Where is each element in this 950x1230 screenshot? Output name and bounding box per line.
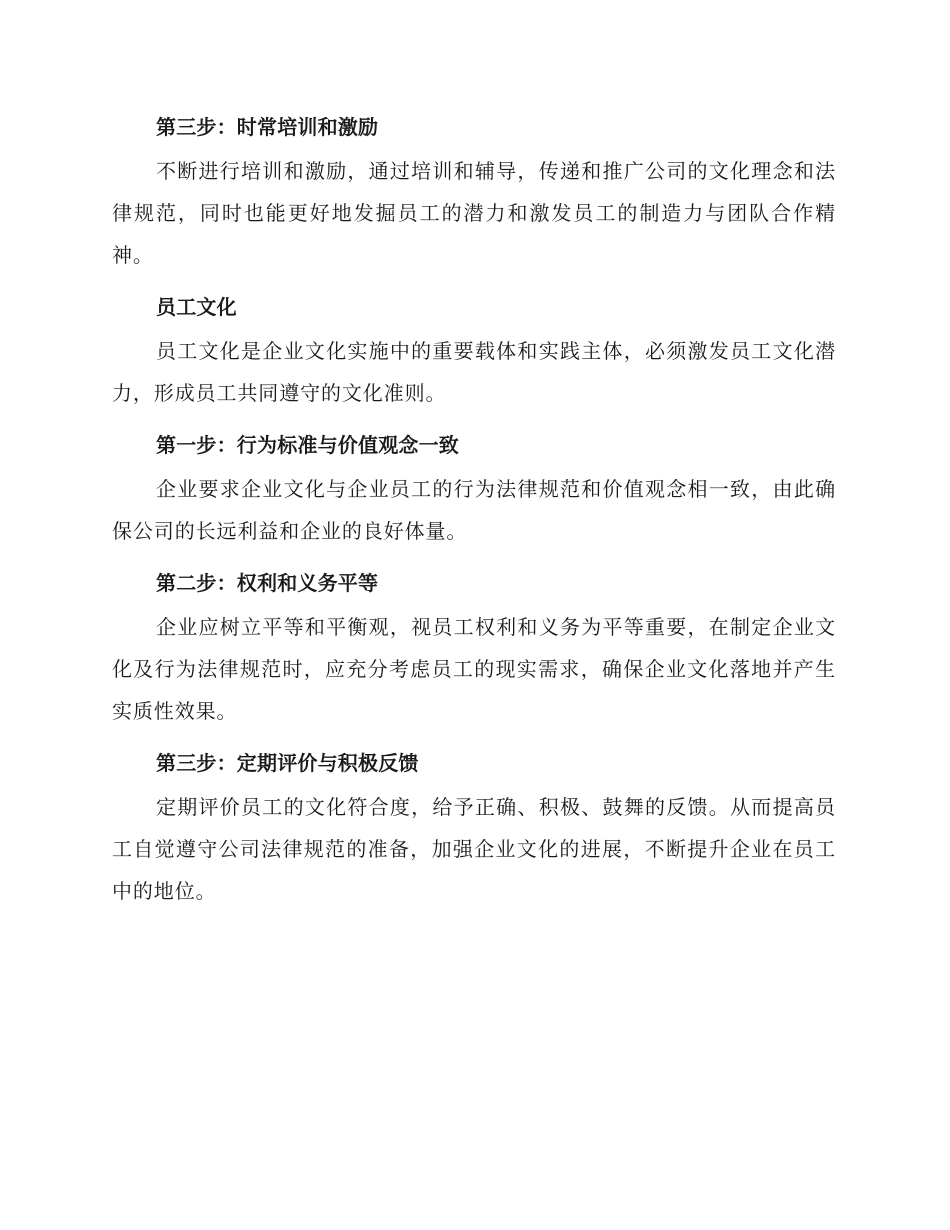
section-heading-rights-duties: 第二步：权利和义务平等 [156, 571, 379, 595]
section-paragraph-employee-culture: 员工文化是企业文化实施中的重要载体和实践主体，必须激发员工文化潜力，形成员工共同遵守的文化准则。 [112, 339, 836, 405]
section-paragraph-evaluation-feedback: 定期评价员工的文化符合度，给予正确、积极、鼓舞的反馈。从而提高员工自觉遵守公司法律规范的准备，加强企业文化的进展，不断提升企业在员工中的地位。 [112, 795, 836, 903]
section-heading-employee-culture: 员工文化 [156, 295, 237, 319]
section-heading-evaluation-feedback: 第三步：定期评价与积极反馈 [156, 751, 419, 775]
section-paragraph-training: 不断进行培训和激励，通过培训和辅导，传递和推广公司的文化理念和法律规范，同时也能更好地发掘员工的潜力和激发员工的制造力与团队合作精神。 [112, 159, 836, 267]
section-paragraph-rights-duties: 企业应树立平等和平衡观，视员工权利和义务为平等重要，在制定企业文化及行为法律规范时，应充分考虑员工的现实需求，确保企业文化落地并产生实质性效果。 [112, 615, 836, 723]
section-heading-training: 第三步：时常培训和激励 [156, 115, 379, 139]
section-paragraph-behavior-values: 企业要求企业文化与企业员工的行为法律规范和价值观念相一致，由此确保公司的长远利益和企业的良好体量。 [112, 477, 836, 543]
document-body [112, 104, 836, 920]
section-heading-behavior-values: 第一步：行为标准与价值观念一致 [156, 433, 459, 457]
